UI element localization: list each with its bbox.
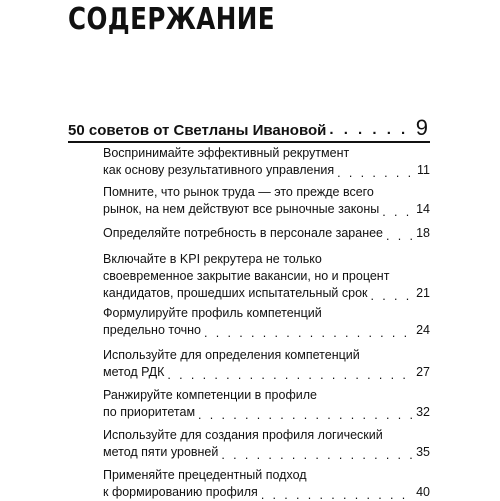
dot-leader <box>167 369 413 382</box>
dot-leader <box>261 489 413 501</box>
entry-title-line: предельно точно <box>103 322 201 339</box>
page-title: СОДЕРЖАНИЕ <box>68 2 275 38</box>
toc-entry[interactable] <box>103 251 430 302</box>
entry-title-line: Формулируйте профиль компетенций <box>103 305 430 322</box>
entry-page-number: 18 <box>416 225 430 242</box>
dot-leader <box>382 206 413 219</box>
entry-title-line: кандидатов, прошедших испытательный срок <box>103 285 368 302</box>
entry-page-number: 32 <box>416 404 430 421</box>
entry-title-line: метод РДК <box>103 364 164 381</box>
entry-title-line: Включайте в KPI рекрутера не только <box>103 251 430 268</box>
toc-entry[interactable] <box>103 184 430 218</box>
toc-section-entry[interactable] <box>68 117 428 139</box>
entry-title-line: рынок, на нем действуют все рыночные законы <box>103 201 379 218</box>
toc-entry[interactable] <box>103 225 430 242</box>
section-title: 50 советов от Светланы Ивановой <box>68 122 326 139</box>
section-divider <box>68 141 430 143</box>
entry-page-number: 27 <box>416 364 430 381</box>
dot-leader <box>337 167 414 180</box>
entry-title-line: метод пяти уровней <box>103 444 218 461</box>
dot-leader <box>221 449 413 462</box>
entry-title-line: Определяйте потребность в персонале заранее <box>103 225 383 242</box>
entry-page-number: 24 <box>416 322 430 339</box>
entry-title-line: к формированию профиля <box>103 484 258 501</box>
entry-page-number: 11 <box>417 162 430 179</box>
entry-page-number: 40 <box>416 484 430 501</box>
entry-title-line: Ранжируйте компетенции в профиле <box>103 387 430 404</box>
dot-leader <box>386 230 413 243</box>
dot-leader <box>329 122 412 137</box>
toc-entry[interactable] <box>103 467 430 501</box>
entry-page-number: 35 <box>416 444 430 461</box>
entry-title-line: как основу результативного управления <box>103 162 334 179</box>
toc-entry[interactable] <box>103 347 430 381</box>
entry-title-line: Используйте для создания профиля логический <box>103 427 430 444</box>
toc-entry[interactable] <box>103 427 430 461</box>
toc-entry[interactable] <box>103 387 430 421</box>
entry-page-number: 14 <box>416 201 430 218</box>
dot-leader <box>198 409 413 422</box>
entry-title-line: Применяйте прецедентный подход <box>103 467 430 484</box>
entry-title-line: Воспринимайте эффективный рекрутмент <box>103 145 430 162</box>
entry-page-number: 21 <box>416 285 430 302</box>
toc-entry[interactable] <box>103 305 430 339</box>
entry-title-line: по приоритетам <box>103 404 195 421</box>
entry-title-line: Помните, что рынок труда — это прежде всего <box>103 184 430 201</box>
section-page-number: 9 <box>416 117 428 139</box>
toc-entry[interactable] <box>103 145 430 179</box>
dot-leader <box>204 327 413 340</box>
entry-title-line: Используйте для определения компетенций <box>103 347 430 364</box>
entry-title-line: своевременное закрытие вакансии, но и процент <box>103 268 430 285</box>
dot-leader <box>371 290 414 303</box>
